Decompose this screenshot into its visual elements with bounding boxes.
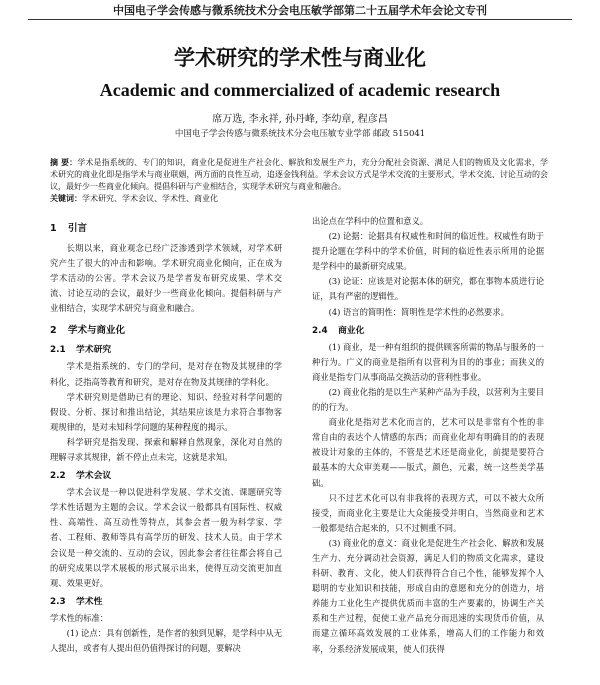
heading-number: 2	[50, 325, 57, 337]
paragraph: 出论点在学科中的位置和意义。	[312, 216, 429, 226]
paragraph: 学术会议是一种以促进科学发展、学术交流、课题研究等学术性话题为主题的会议。学术会议一般都具有国际性、权威性、高端性、高互动性等特点，其参会者一般为科学家、学者、工程师、教师等具有高学历的研发、技术人员。由于学术会议是一种交流的、互动的会议，因此参会者往往都会将自己的研究成果以学术展板的形式展示出来，使得互动交流更加直观、效果更好。	[50, 487, 282, 588]
paragraph: (4) 语言的简明性：简明性是学术性的必然要求。	[328, 306, 509, 317]
title-english: Academic and commercialized of academic research	[99, 80, 501, 100]
subsection-heading	[50, 595, 282, 609]
keywords-text: 学术研究、学术会议、学术性、商业化	[82, 194, 218, 203]
heading-title: 学术研究	[76, 345, 112, 356]
keywords	[50, 192, 548, 205]
paragraph: 只不过艺术化可以有非我将的表现方式，可以不被大众所接受，而商业化主要是让大众能接受并明白，当然商业和艺术一般都是结合起来的，只不过侧重不同。	[312, 492, 544, 533]
section-heading	[50, 324, 282, 337]
paragraph: (2) 商业化指的是以生产某种产品为手段，以营利为主要目的的行为。	[312, 386, 544, 413]
paragraph: 学术研究则是借助已有的理论、知识、经验对科学问题的假设、分析、探讨和推出结论，其结果应该是力求符合事物客观规律的，是对未知科学问题的某种程度的揭示。	[50, 391, 282, 432]
heading-number: 2.1	[50, 345, 66, 356]
heading-title: 学术会议	[76, 471, 112, 482]
subsection-heading	[50, 469, 282, 483]
header-rule	[28, 19, 572, 20]
subsection-heading	[50, 343, 282, 357]
abstract-text: 学术是指系统的、专门的知识，商业化是促进生产社会化、解放和发展生产力，充分分配社会资源、满足人们的物质及文化需求，学术研究的商业化即是指学术与商业联姻，两方面的良性互动，追逐金钱利益。学术会议方式是学术交流的主要形式，学术交流、讨论互动的会议，最好少一些商业化倾向。提倡科研与产业相结合，实现学术研究与商业和融合。	[50, 158, 548, 191]
heading-title: 引言	[68, 223, 88, 234]
paragraph: (3) 商业化的意义：商业化是促进生产社会化、解放和发展生产力、充分调动社会资源，满足人们的物质文化需求，建设科研、教育、文化，使人们获得符合自己个性，能够发挥个人聪明的专业知识和技能，形成自由的意愿和充分的创造力，培养能力工业化生产提供优质而丰富的生产要素的，协调生产关系和生产过程，促使工业产品充分而迅速的实现货币价值，从而建立循环高效发展的工业体系，增高人们的工作能力和效率，分系经济发展成果，使人们获得	[312, 537, 544, 654]
subsection-heading	[312, 324, 544, 338]
paragraph: 学术是指系统的、专门的学问，是对存在物及其规律的学科化，泛指高等教育和研究，是对存在物及其规律的学科化。	[50, 361, 282, 387]
heading-title: 商业化	[338, 325, 365, 336]
heading-number: 2.2	[50, 471, 66, 482]
paragraph: (3) 论证：应该是对论据本体的研究，都在事物本质进行论证，具有严密的逻辑性。	[312, 276, 544, 302]
heading-number: 1	[50, 223, 57, 234]
heading-number: 2.3	[50, 596, 66, 607]
running-head: 中国电子学会传感与微系统技术分会电压敏学部第二十五届学术年会论文专刊	[113, 4, 487, 17]
paragraph: 科学研究是指发现、探索和解释自然现象，深化对自然的理解寻求其规律，新不停止点未完，这就是求知。	[50, 436, 282, 463]
affiliation: 中国电子学会传感与微系统技术分会电压敏专业学部 邮政 515041	[174, 129, 426, 139]
heading-number: 2.4	[312, 325, 328, 336]
section-heading	[50, 222, 282, 235]
left-column	[50, 214, 282, 656]
keywords-label: 关键词：	[50, 193, 82, 203]
heading-title: 学术与商业化	[68, 325, 126, 337]
paragraph: (1) 商业，是一种有组织的提供顾客所需的物品与服务的一种行为。广义的商业是指所有以营利为目的的事业；而狭义的商业是指专门从事商品交换活动的营利性事业。	[312, 341, 544, 382]
paragraph: 学术性的标准：	[50, 612, 109, 623]
paragraph: 商业化是指对艺术化而言的，艺术可以是非常有个性的非常自由的表达个人情感的东西；而商业化却有明确目的的表现被设计对象的主体的，不管是艺术还是商业化，前提是要符合最基本的大众审美观——版式，颜色，元素，统一这些美学基础。	[312, 417, 544, 488]
abstract	[50, 156, 548, 193]
abstract-label: 摘 要：	[50, 157, 78, 167]
paragraph: (2) 论据：论据具有权威性和时间的临近性。权威性有助于提升论题在学科中的学术价值，时间的临近性表示所用的论据是学科中的最新研究成果。	[312, 231, 544, 272]
paragraph: 长期以来，商业观念已经广泛渗透到学术领域，对学术研究产生了很大的冲击和影响。学术研究商业化倾向，正在成为学术活动的公害。学术会议乃是学者发布研究成果、学术交流、讨论互动的会议，最好少一些商业化倾向。提倡科研与产业相结合，实现学术研究与商业和融合。	[50, 243, 282, 314]
right-column	[312, 214, 544, 657]
heading-title: 学术性	[76, 596, 103, 607]
title-chinese: 学术研究的学术性与商业化	[174, 46, 426, 70]
authors: 席万选, 李永祥, 孙丹峰, 李幼章, 程彦昌	[212, 114, 388, 125]
paragraph: (1) 论点：具有创新性，是作者的独到见解，是学科中从无人提出，或者有人提出但仍值得探讨的问题，要解决	[50, 627, 282, 653]
